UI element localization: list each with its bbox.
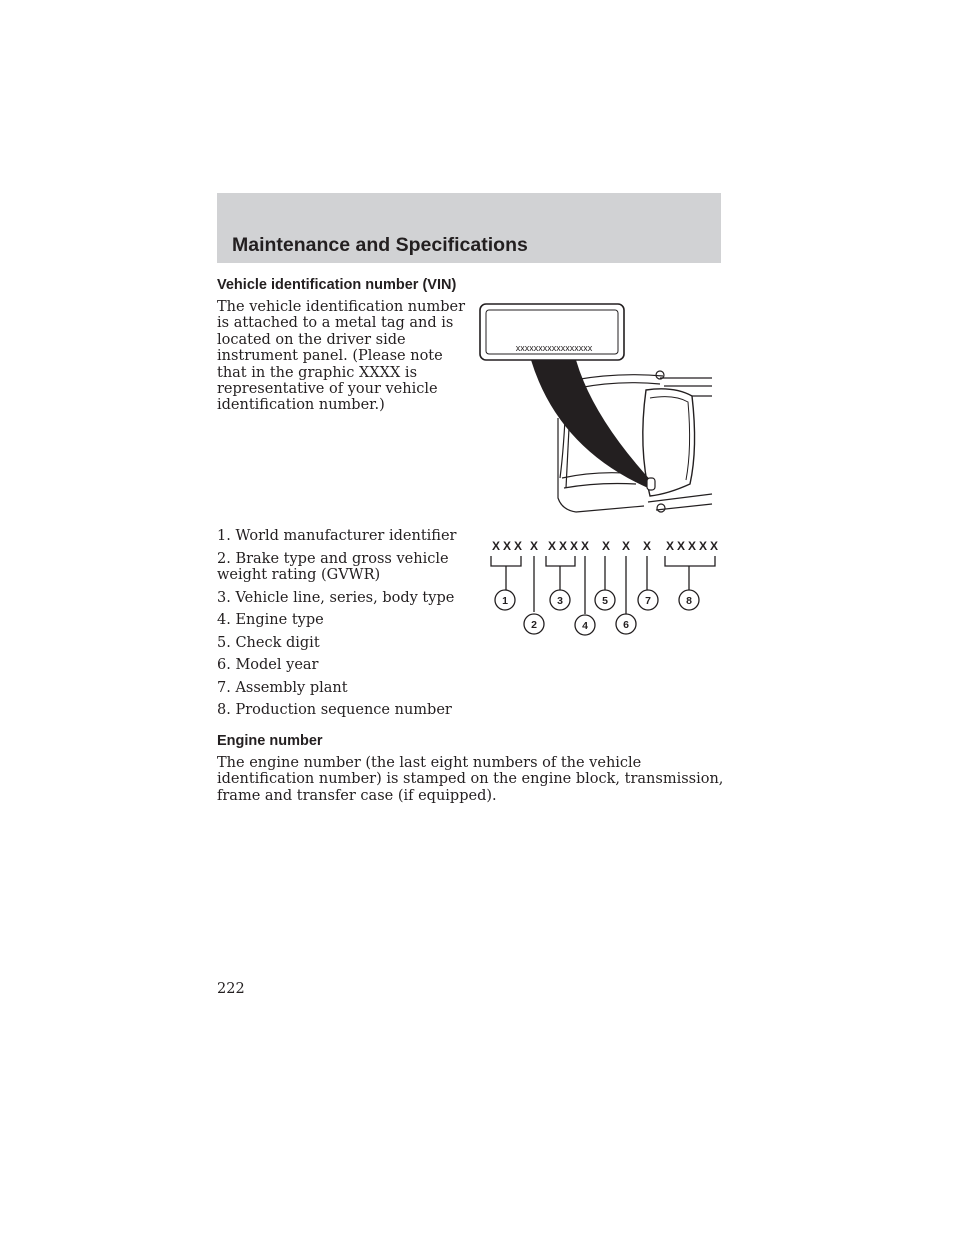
list-item: 4. Engine type (217, 612, 324, 628)
callout-number-2: 2 (531, 619, 537, 631)
vin-code-group-6: X (622, 539, 634, 553)
vin-code-group-4: X (581, 539, 593, 553)
list-item: 3. Vehicle line, series, body type (217, 590, 455, 606)
section-header-band (217, 193, 721, 263)
list-item: 5. Check digit (217, 635, 320, 651)
vin-location-illustration (478, 298, 718, 520)
vin-heading: Vehicle identification number (VIN) (217, 277, 457, 293)
callout-number-7: 7 (645, 595, 651, 607)
callout-number-6: 6 (623, 619, 629, 631)
vin-code-group-3: XXX (548, 539, 582, 553)
callout-number-4: 4 (582, 620, 588, 632)
vin-code-group-5: X (602, 539, 614, 553)
vin-breakdown-diagram (478, 528, 728, 644)
list-item: 6. Model year (217, 657, 319, 673)
page-title: Maintenance and Specifications (232, 234, 528, 256)
list-item: 2. Brake type and gross vehicle weight rating (GVWR) (217, 551, 449, 584)
list-item: 1. World manufacturer identifier (217, 528, 457, 544)
engine-number-description: The engine number (the last eight numbers of the vehicle identification number) is stamped on the engine block, transmission, frame and transfer case (if equipped). (217, 755, 724, 804)
vin-description: The vehicle identification number is attached to a metal tag and is located on the driver side instrument panel. (Please note that in the graphic XXXX is representative of your vehicle identification number.) (217, 299, 466, 414)
vin-code-group-7: X (643, 539, 655, 553)
pointer-beam (531, 360, 654, 488)
callout-number-5: 5 (602, 595, 608, 607)
list-item: 7. Assembly plant (217, 680, 348, 696)
vin-plate-text: xxxxxxxxxxxxxxxxx (515, 343, 593, 353)
vin-tag-marker (647, 478, 655, 490)
vin-code-group-8: XXXXX (666, 539, 722, 553)
list-item: 8. Production sequence number (217, 702, 452, 718)
callout-number-3: 3 (557, 595, 563, 607)
callout-number-8: 8 (686, 595, 692, 607)
vin-code-group-1: XXX (492, 539, 526, 553)
vin-code-group-2: X (530, 539, 542, 553)
page-number: 222 (217, 981, 245, 997)
callout-number-1: 1 (502, 595, 508, 607)
engine-number-heading: Engine number (217, 733, 323, 749)
